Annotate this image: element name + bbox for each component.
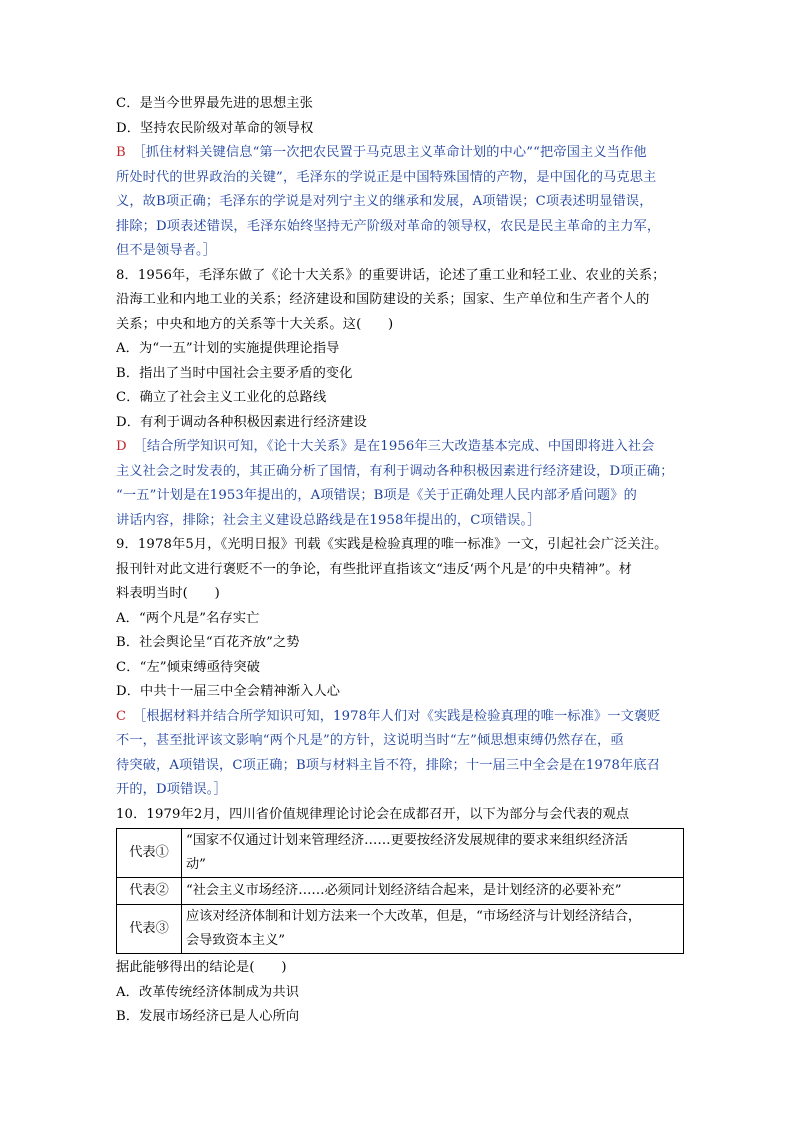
q9-stem-line: 9．1978年5月，《光明日报》刊载《实践是检验真理的唯一标准》一文，引起社会广泛关注。 <box>116 537 668 552</box>
q8-explanation-line: 主义社会之时发表的，其正确分析了国情，有利于调动各种积极因素进行经济建设，D项正确； <box>116 463 674 479</box>
q10-option-b: B．发展市场经济已是人心所向 <box>116 1009 300 1024</box>
q8-option-c: C．确立了社会主义工业化的总路线 <box>116 390 327 405</box>
q8-stem-line: 关系；中央和地方的关系等十大关系。这( ) <box>116 316 394 332</box>
table-row <box>117 878 684 905</box>
q10-option-a: A．改革传统经济体制成为共识 <box>116 984 300 1000</box>
rep-opinion <box>182 829 684 878</box>
q8-answer <box>116 435 686 533</box>
opinion-line: “社会主义市场经济……必须同计划经济结合起来，是计划经济的必要补充” <box>186 883 622 898</box>
rep-label: 代表② <box>117 878 182 905</box>
q9-stem-line: 报刊针对此文进行褒贬不一的争论，有些批评直指该文“违反‘两个凡是’的中央精神”。材 <box>116 561 632 577</box>
table-row <box>117 905 684 954</box>
q9-option-d: D．中共十一届三中全会精神渐入人心 <box>116 684 341 699</box>
opinion-line: 动” <box>186 857 206 872</box>
rep-opinion <box>182 905 684 954</box>
exam-page <box>116 92 686 1030</box>
q7-option-d: D．坚持农民阶级对革命的领导权 <box>116 120 314 136</box>
q9-explanation-line: ［根据材料并结合所学知识可知，1978年人们对《实践是检验真理的唯一标准》一文褒贬 <box>139 708 661 724</box>
q8-explanation-line: “一五”计划是在1953年提出的，A项错误；B项是《关于正确处理人民内部矛盾问题》的 <box>116 488 637 503</box>
q8-stem-line: 8．1956年，毛泽东做了《论十大关系》的重要讲话，论述了重工业和轻工业、农业的关系； <box>116 267 666 283</box>
q8-stem-line: 沿海工业和内地工业的关系；经济建设和国防建设的关系；国家、生产单位和生产者个人的 <box>116 292 650 307</box>
q8-answer-key: D <box>116 439 127 454</box>
q7-explanation-line: 排除；D项表述错误，毛泽东始终坚持无产阶级对革命的领导权，农民是民主革命的主力军， <box>116 218 661 234</box>
q8-option-a: A．为“一五”计划的实施提供理论指导 <box>116 341 340 356</box>
q9-stem-line: 料表明当时( ) <box>116 586 220 601</box>
q8-explanation-line: 讲话内容，排除；社会主义建设总路线是在1958年提出的，C项错误。］ <box>116 512 541 528</box>
q7-explanation-line: 义，故B项正确；毛泽东的学说是对列宁主义的继承和发展，A项错误；C项表述明显错误， <box>116 194 653 209</box>
q9-answer-key: C <box>116 708 127 724</box>
rep-label: 代表③ <box>117 905 182 954</box>
q8-explanation-line: ［结合所学知识可知，《论十大关系》是在1956年三大改造基本完成、中国即将进入社会 <box>140 439 655 454</box>
q9-option-b: B．社会舆论呈“百花齐放”之势 <box>116 635 300 650</box>
q9-answer <box>116 705 686 803</box>
q9-explanation-line: 开的，D项错误。］ <box>116 782 227 797</box>
opinion-line: 应该对经济体制和计划方法来一个大改革，但是，“市场经济与计划经济结合， <box>186 909 642 924</box>
q9-explanation-line: 待突破，A项错误，C项正确；B项与材料主旨不符，排除；十一届三中全会是在1978年底召 <box>116 757 661 773</box>
opinion-line: “国家不仅通过计划来管理经济……更要按经济发展规律的要求来组织经济活 <box>186 833 628 848</box>
q10-stem: 10．1979年2月，四川省价值规律理论讨论会在成都召开，以下为部分与会代表的观点 <box>116 806 630 822</box>
q9-option-a: A．“两个凡是”名存实亡 <box>116 610 260 626</box>
q7-explanation-line: ［抓住材料关键信息“第一次把农民置于马克思主义革命计划的中心”“把帝国主义当作他 <box>139 145 647 160</box>
q7-answer-key: B <box>116 145 126 160</box>
q8-option-b: B．指出了当时中国社会主要矛盾的变化 <box>116 365 353 381</box>
q7-option-c: C．是当今世界最先进的思想主张 <box>116 96 313 111</box>
q9-option-c: C．“左”倾束缚亟待突破 <box>116 659 261 675</box>
q7-answer <box>116 141 686 264</box>
rep-label: 代表① <box>117 829 182 878</box>
table-row <box>117 829 684 878</box>
q8-option-d: D．有利于调动各种积极因素进行经济建设 <box>116 414 367 430</box>
q10-question: 据此能够得出的结论是( ) <box>116 960 287 975</box>
q7-explanation-line: 但不是领导者。］ <box>116 243 217 258</box>
q9-explanation-line: 不一，甚至批评该文影响“两个凡是”的方针，这说明当时“左”倾思想束缚仍然存在，亟 <box>116 733 624 748</box>
opinion-line: 会导致资本主义” <box>186 933 286 948</box>
rep-opinion <box>182 878 684 905</box>
q10-opinion-table <box>116 828 684 954</box>
q7-explanation-line: 所处时代的世界政治的关键”，毛泽东的学说正是中国特殊国情的产物，是中国化的马克思主 <box>116 169 657 185</box>
